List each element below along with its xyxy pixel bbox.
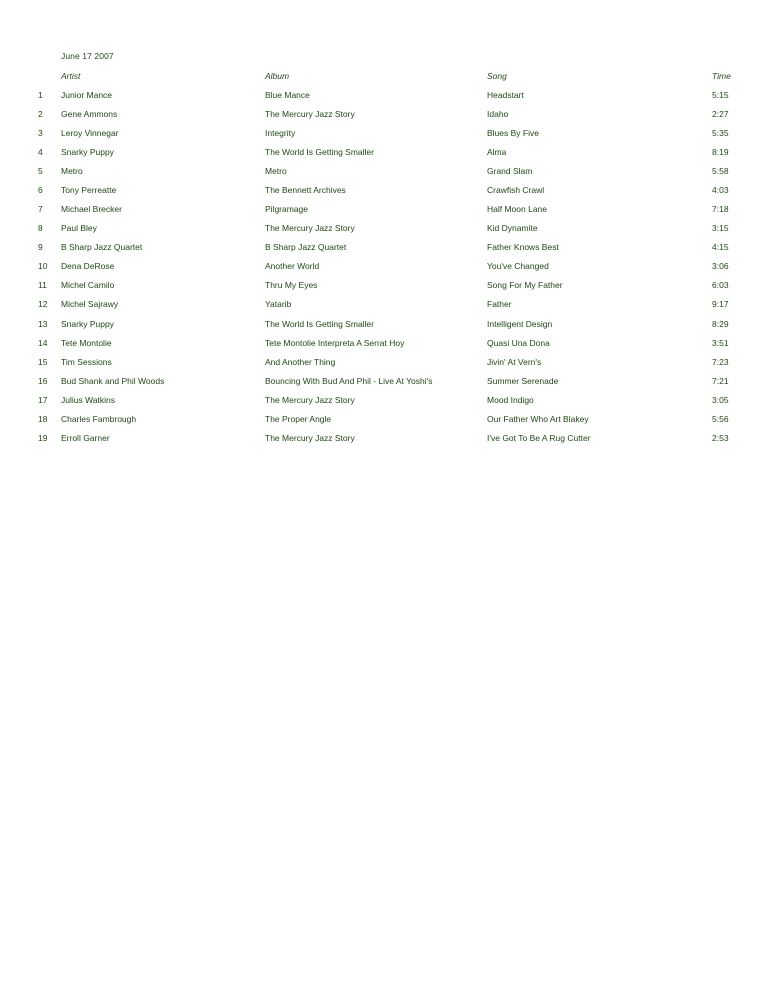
cell-album: The Mercury Jazz Story <box>265 109 355 119</box>
cell-num: 15 <box>38 356 48 367</box>
cell-artist: Snarky Puppy <box>61 318 114 329</box>
cell-time: 5:35 <box>712 128 729 139</box>
cell-song: Father Knows Best <box>487 242 559 253</box>
cell-time: 2:27 <box>712 109 729 119</box>
cell-artist: Junior Mance <box>61 90 113 100</box>
cell-song: Alma <box>487 147 507 158</box>
cell-num: 10 <box>38 261 48 272</box>
cell-artist: Bud Shank and Phil Woods <box>61 375 165 386</box>
cell-num: 14 <box>38 337 48 348</box>
cell-album: Another World <box>265 261 320 272</box>
cell-artist: Michael Brecker <box>61 204 122 215</box>
cell-album: The World Is Getting Smaller <box>265 147 374 158</box>
cell-song: Kid Dynamite <box>487 223 538 234</box>
cell-num: 6 <box>38 185 43 196</box>
cell-artist: B Sharp Jazz Quartet <box>61 242 143 253</box>
cell-song: Mood Indigo <box>487 394 534 405</box>
table-row <box>0 241 768 260</box>
cell-artist: Michel Sajrawy <box>61 299 119 310</box>
cell-artist: Charles Fambrough <box>61 413 137 424</box>
cell-num: 11 <box>38 280 47 291</box>
cell-num: 12 <box>38 299 48 310</box>
table-row <box>0 337 768 356</box>
cell-album: Metro <box>265 166 287 177</box>
column-header-artist: Artist <box>61 71 81 81</box>
cell-num: 18 <box>38 413 48 424</box>
cell-album: B Sharp Jazz Quartet <box>265 242 347 253</box>
cell-album: The Proper Angle <box>265 413 332 424</box>
cell-num: 19 <box>38 432 48 443</box>
table-row <box>0 375 768 394</box>
cell-artist: Erroll Garner <box>61 432 110 443</box>
cell-time: 8:19 <box>712 147 729 158</box>
cell-num: 2 <box>38 109 43 119</box>
cell-song: Jivin' At Vern's <box>487 356 542 367</box>
cell-time: 5:56 <box>712 413 729 424</box>
table-row <box>0 413 768 432</box>
cell-time: 3:06 <box>712 261 729 272</box>
cell-album: Integrity <box>265 128 296 139</box>
cell-time: 2:53 <box>712 432 729 443</box>
cell-time: 8:29 <box>712 318 729 329</box>
cell-song: Crawfish Crawl <box>487 185 545 196</box>
table-row <box>0 260 768 279</box>
cell-artist: Tim Sessions <box>61 356 112 367</box>
cell-time: 5:15 <box>712 90 729 100</box>
table-row <box>0 165 768 184</box>
cell-album: Pilgramage <box>265 204 308 215</box>
table-row <box>0 356 768 375</box>
cell-song: Blues By Five <box>487 128 539 139</box>
cell-artist: Dena DeRose <box>61 261 115 272</box>
cell-num: 16 <box>38 375 48 386</box>
cell-num: 4 <box>38 147 43 158</box>
cell-num: 13 <box>38 318 48 329</box>
cell-artist: Tony Perreatte <box>61 185 117 196</box>
cell-artist: Tete Montolie <box>61 337 112 348</box>
cell-song: Father <box>487 299 512 310</box>
cell-song: Intelligent Design <box>487 318 553 329</box>
playlist-date: June 17 2007 <box>61 51 114 61</box>
cell-album: The Bennett Archives <box>265 185 346 196</box>
cell-album: The Mercury Jazz Story <box>265 223 355 234</box>
cell-artist: Metro <box>61 166 83 177</box>
cell-album: The Mercury Jazz Story <box>265 394 355 405</box>
cell-song: Headstart <box>487 90 524 100</box>
table-row <box>0 184 768 203</box>
cell-time: 3:05 <box>712 394 729 405</box>
cell-artist: Snarky Puppy <box>61 147 114 158</box>
cell-time: 6:03 <box>712 280 729 291</box>
cell-num: 8 <box>38 223 43 234</box>
cell-song: Half Moon Lane <box>487 204 548 215</box>
cell-time: 4:15 <box>712 242 729 253</box>
cell-artist: Paul Bley <box>61 223 97 234</box>
column-header-album: Album <box>265 71 290 81</box>
cell-time: 9:17 <box>712 299 729 310</box>
cell-song: You've Changed <box>487 261 549 272</box>
column-header-song: Song <box>487 71 507 81</box>
cell-song: Our Father Who Art Blakey <box>487 413 589 424</box>
table-row <box>0 318 768 337</box>
cell-album: Tete Montolie Interpreta A Serrat Hoy <box>265 337 405 348</box>
table-row <box>0 203 768 222</box>
cell-num: 1 <box>38 90 43 100</box>
cell-num: 7 <box>38 204 43 215</box>
cell-album: And Another Thing <box>265 356 336 367</box>
cell-album: The World Is Getting Smaller <box>265 318 374 329</box>
cell-time: 4:03 <box>712 185 729 196</box>
cell-song: Idaho <box>487 109 509 119</box>
cell-time: 5:58 <box>712 166 729 177</box>
cell-song: I've Got To Be A Rug Cutter <box>487 432 591 443</box>
cell-time: 3:51 <box>712 337 729 348</box>
table-header-row <box>0 70 768 89</box>
cell-time: 7:18 <box>712 204 729 215</box>
cell-num: 17 <box>38 394 48 405</box>
cell-artist: Gene Ammons <box>61 109 118 119</box>
cell-artist: Michel Camilo <box>61 280 115 291</box>
cell-artist: Leroy Vinnegar <box>61 128 119 139</box>
table-row <box>0 108 768 127</box>
cell-time: 7:23 <box>712 356 729 367</box>
column-header-time: Time <box>712 71 731 81</box>
cell-album: Blue Mance <box>265 90 310 100</box>
cell-num: 9 <box>38 242 43 253</box>
table-row <box>0 127 768 146</box>
cell-time: 3:15 <box>712 223 729 234</box>
cell-song: Summer Serenade <box>487 375 559 386</box>
table-row <box>0 146 768 165</box>
table-row <box>0 222 768 241</box>
table-row <box>0 89 768 108</box>
cell-num: 5 <box>38 166 43 177</box>
table-row <box>0 432 768 451</box>
table-row <box>0 298 768 317</box>
cell-artist: Julius Watkins <box>61 394 116 405</box>
cell-song: Grand Slam <box>487 166 533 177</box>
table-row <box>0 279 768 298</box>
cell-time: 7:21 <box>712 375 729 386</box>
cell-album: Thru My Eyes <box>265 280 318 291</box>
table-row <box>0 394 768 413</box>
cell-song: Quasi Una Dona <box>487 337 550 348</box>
cell-num: 3 <box>38 128 43 139</box>
cell-song: Song For My Father <box>487 280 563 291</box>
cell-album: Yatarib <box>265 299 292 310</box>
cell-album: Bouncing With Bud And Phil - Live At Yoshi's <box>265 375 433 386</box>
cell-album: The Mercury Jazz Story <box>265 432 355 443</box>
